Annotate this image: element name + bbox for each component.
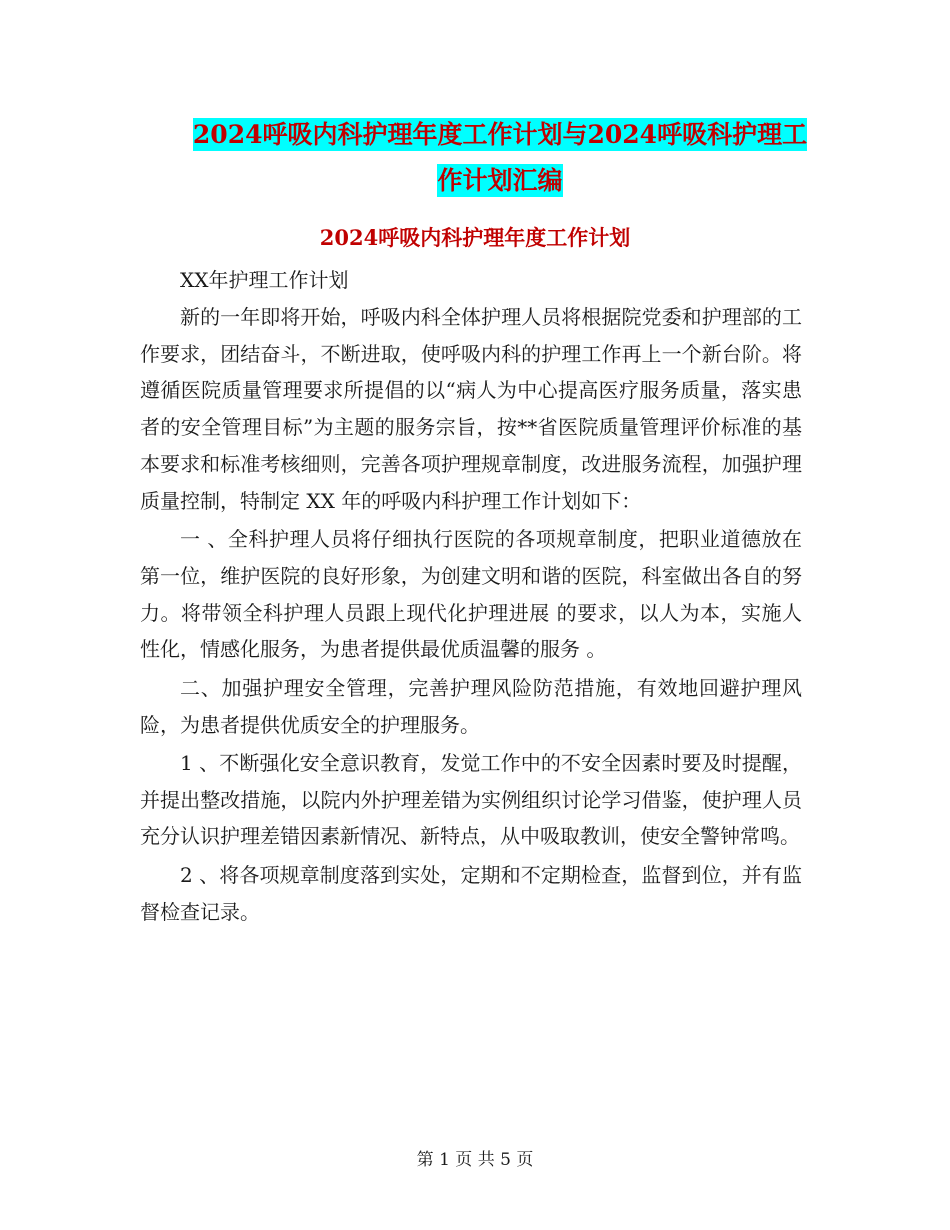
paragraph-intro: 新的一年即将开始，呼吸内科全体护理人员将根据院党委和护理部的工作要求，团结奋斗，不断进取，使呼吸内科的护理工作再上一个新台阶。将遵循医院质量管理要求所提倡的以“病人为中心提高医疗服务质量，落实患者的安全管理目标”为主题的服务宗旨，按**省医院质量管理评价标准的基本要求和标准考核细则，完善各项护理规章制度，改进服务流程，加强护理质量控制，特制定 XX 年的呼吸内科护理工作计划如下： — [140, 304, 802, 513]
document-body — [140, 262, 802, 930]
paragraph-item-2: 二、加强护理安全管理，完善护理风险防范措施，有效地回避护理风险，为患者提供优质安全的护理服务。 — [140, 675, 802, 737]
page-number-footer: 第 1 页 共 5 页 — [416, 1150, 534, 1170]
document-title — [150, 112, 850, 204]
title-line-2: 作计划汇编 — [437, 166, 563, 195]
paragraph-sub-2: 2 、将各项规章制度落到实处，定期和不定期检查，监督到位，并有监督检查记录。 — [140, 862, 802, 924]
paragraph-plan-heading: XX年护理工作计划 — [180, 268, 349, 292]
section-title: 2024呼吸内科护理年度工作计划 — [319, 225, 631, 250]
paragraph-sub-1: 1 、不断强化安全意识教育，发觉工作中的不安全因素时要及时提醒，并提出整改措施，以院内外护理差错为实例组织讨论学习借鉴，使护理人员充分认识护理差错因素新情况、新特点，从中吸取教训，使安全警钟常鸣。 — [140, 750, 802, 849]
paragraph-item-1: 一 、全科护理人员将仔细执行医院的各项规章制度，把职业道德放在第一位，维护医院的良好形象，为创建文明和谐的医院，科室做出各自的努力。将带领全科护理人员跟上现代化护理进展 的要求，以人为本，实施人性化，情感化服务，为患者提供最优质温馨的服务 。 — [140, 527, 802, 662]
title-line-1: 2024呼吸内科护理年度工作计划与2024呼吸科护理工 — [192, 120, 808, 149]
